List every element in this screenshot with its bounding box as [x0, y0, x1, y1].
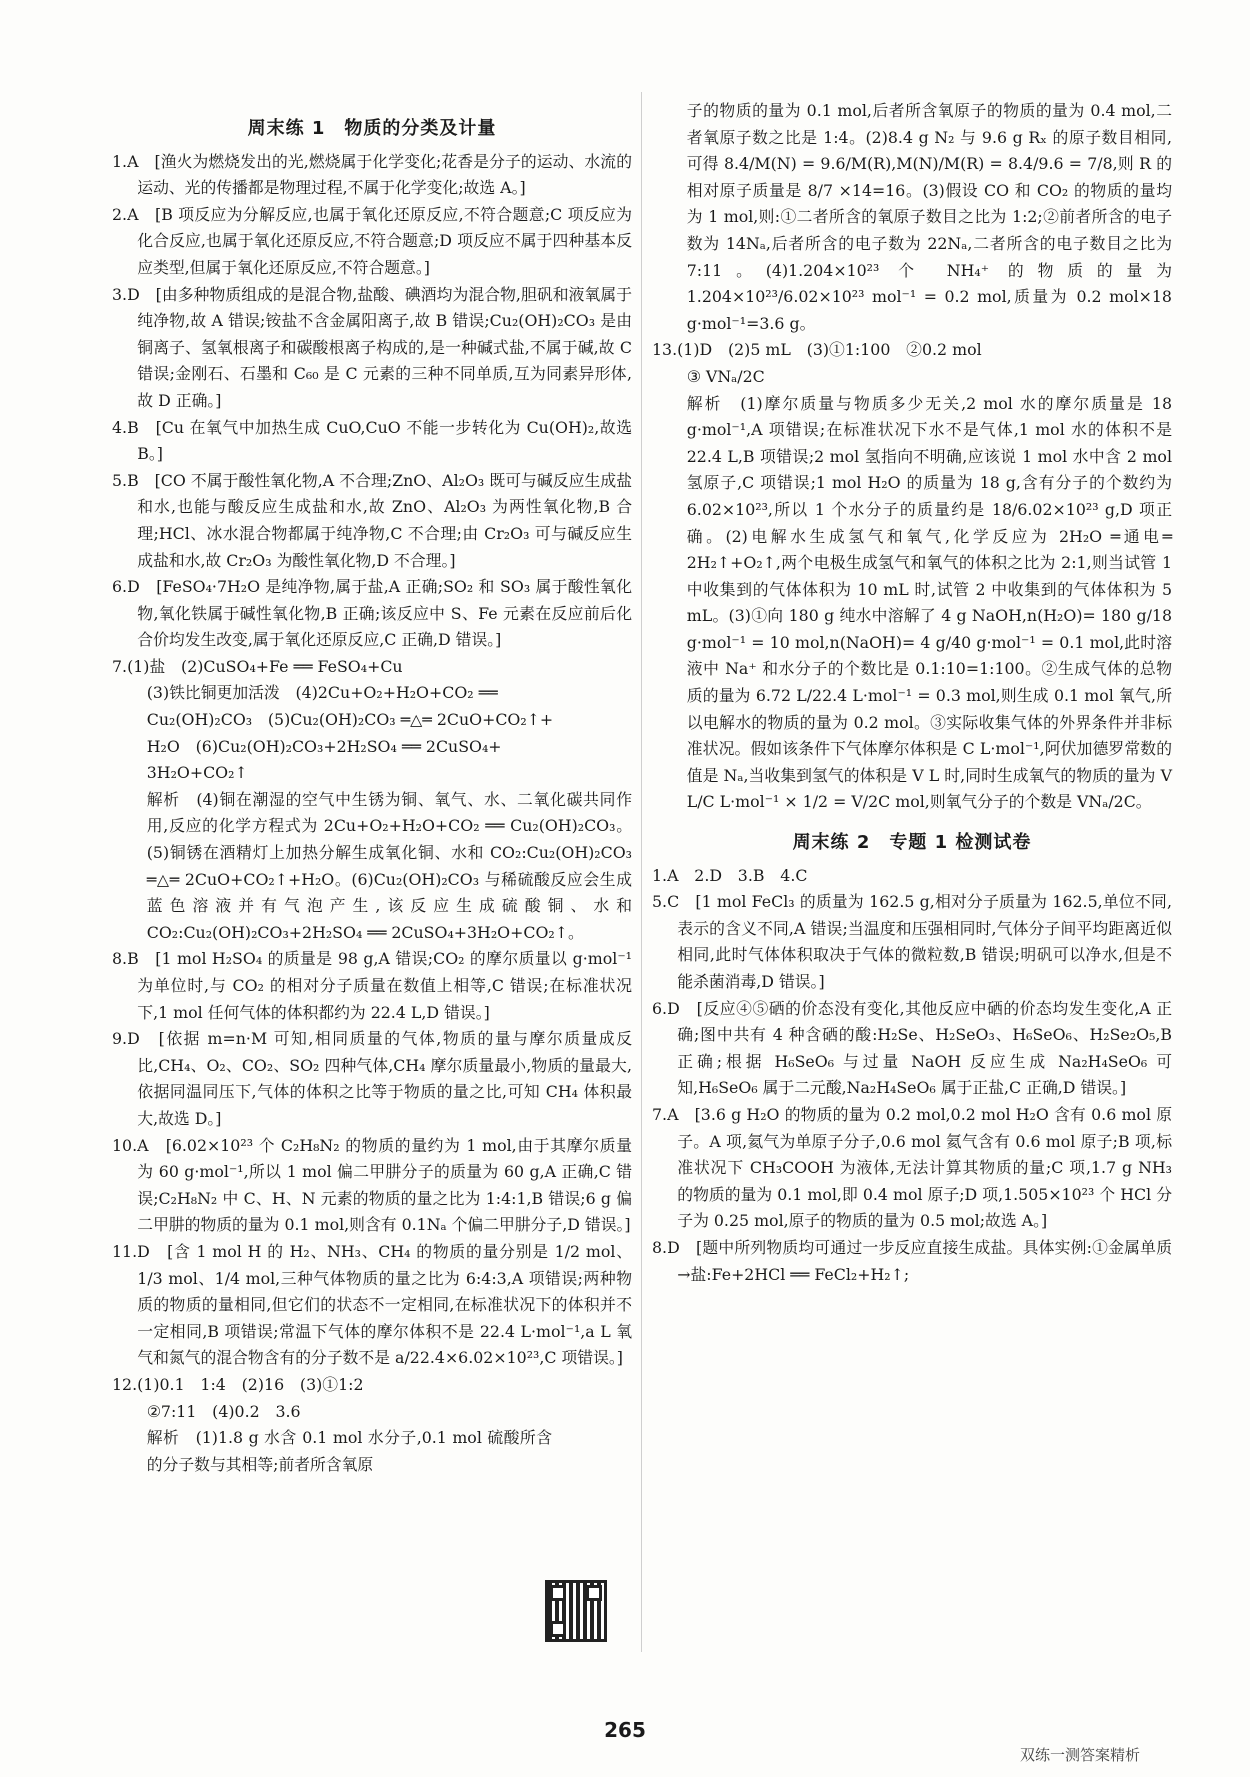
answer-line: 11.D [含 1 mol H 的 H₂、NH₃、CH₄ 的物质的量分别是 1/2 mol、1/3 mol、1/4 mol,三种气体物质的量之比为 6:4:3,A 项错误;两种物质的物质的量相同,但它们的状态不一定相同,在标准状况下的体积并不一定相同,B 项错误;常温下气体的摩尔体积不是 22.4 L·mol⁻¹,a L 氧气和氮气的混合物含有的分子数不是 a/22.4×6.02×10²³,C 项错误。] [112, 1241, 632, 1368]
qr-finder [550, 1621, 566, 1637]
analysis-paragraph: 解析 (1)1.8 g 水含 0.1 mol 水分子,0.1 mol 硫酸所含的分子数与其相等;前者所含氧原 [146, 1428, 552, 1474]
answer-line: Cu₂(OH)₂CO₃ (5)Cu₂(OH)₂CO₃ ═△═ 2CuO+CO₂↑+ [146, 710, 554, 730]
answer-line: 2.A [B 项反应为分解反应,也属于氧化还原反应,不符合题意;C 项反应为化合反应,也属于氧化还原反应,不符合题意;D 项反应不属于四种基本反应类型,但属于氧化还原反应,不符合题意。] [112, 204, 632, 277]
answer-line: (3)铁比铜更加活泼 (4)2Cu+O₂+H₂O+CO₂ ══ [146, 683, 498, 703]
right-column [652, 98, 1172, 1288]
answer-line: 7.A [3.6 g H₂O 的物质的量为 0.2 mol,0.2 mol H₂O 含有 0.6 mol 原子。A 项,氦气为单原子分子,0.6 mol 氦气含有 0.6 mol 原子;B 项,标准状况下 CH₃COOH 为液体,无法计算其物质的量;C 项,1.7 g NH₃ 的物质的量为 0.1 mol,即 0.4 mol 原子;D 项,1.505×10²³ 个 HCl 分子为 0.25 mol,原子的物质的量为 0.5 mol;故选 A。] [652, 1104, 1172, 1231]
answer-line: 6.D [反应④⑤硒的价态没有变化,其他反应中硒的价态均发生变化,A 正确;图中共有 4 种含硒的酸:H₂Se、H₂SeO₃、H₆SeO₆、H₂Se₂O₅,B 正确;根据 H₆SeO₆ 与过量 NaOH 反应生成 Na₂H₄SeO₆ 可知,H₆SeO₆ 属于二元酸,Na₂H₄SeO₆ 属于正盐,C 正确,D 错误。] [652, 998, 1172, 1098]
qr-finder [586, 1585, 602, 1601]
left-column [112, 112, 632, 1478]
analysis-paragraph: 解析 (4)铜在潮湿的空气中生锈为铜、氧气、水、二氧化碳共同作用,反应的化学方程式为 2Cu+O₂+H₂O+CO₂ ══ Cu₂(OH)₂CO₃。(5)铜锈在酒精灯上加热分解生成氧化铜、水和 CO₂:Cu₂(OH)₂CO₃ ═△═ 2CuO+CO₂↑+H₂O。(6)Cu₂(OH)₂CO₃ 与稀硫酸反应会生成蓝色溶液并有气泡产生,该反应生成硫酸铜、水和 CO₂:Cu₂(OH)₂CO₃+2H₂SO₄ ══ 2CuSO₄+3H₂O+CO₂↑。 [146, 789, 632, 942]
answer-line: 8.B [1 mol H₂SO₄ 的质量是 98 g,A 错误;CO₂ 的摩尔质量以 g·mol⁻¹ 为单位时,与 CO₂ 的相对分子质量在数值上相等,C 错误;在标准状况下,1 mol 任何气体的体积都约为 22.4 L,D 错误。] [112, 949, 632, 1022]
answer-line: ②7:11 (4)0.2 3.6 [146, 1401, 301, 1421]
answer-line: 13.(1)D (2)5 mL (3)①1:100 ②0.2 mol [652, 340, 982, 360]
answer-line: 4.B [Cu 在氧气中加热生成 CuO,CuO 不能一步转化为 Cu(OH)₂,故选 B。] [112, 417, 632, 464]
answer-line: 8.D [题中所列物质均可通过一步反应直接生成盐。具体实例:①金属单质→盐:Fe+2HCl ══ FeCl₂+H₂↑; [652, 1237, 1172, 1284]
answer-line: 7.(1)盐 (2)CuSO₄+Fe ══ FeSO₄+Cu [112, 656, 403, 676]
answer-line: 6.D [FeSO₄·7H₂O 是纯净物,属于盐,A 正确;SO₂ 和 SO₃ 属于酸性氧化物,氧化铁属于碱性氧化物,B 正确;该反应中 S、Fe 元素在反应前后化合价均发生改变,属于氧化还原反应,C 正确,D 错误。] [112, 577, 632, 650]
section-title-1: 周末练 1 物质的分类及计量 [247, 118, 497, 139]
column-divider [641, 92, 642, 1652]
answer-line: 1.A 2.D 3.B 4.C [652, 865, 808, 885]
analysis-paragraph: 解析 (1)摩尔质量与物质多少无关,2 mol 水的摩尔质量是 18 g·mol⁻¹,A 项错误;在标准状况下水不是气体,1 mol 水的体积不是 22.4 L,B 项错误;2 mol 氢指向不明确,应该说 1 mol 水中含 2 mol 氢原子,C 项错误;1 mol H₂O 的质量为 18 g,含有分子的个数约为 6.02×10²³,所以 1 个水分子的质量约是 18/6.02×10²³ g,D 项正确。(2)电解水生成氢气和氧气,化学反应为 2H₂O ═通电═ 2H₂↑+O₂↑,两个电极生成氢气和氧气的体积之比为 2:1,则当试管 1 中收集到的气体体积为 10 mL 时,试管 2 中收集到的气体体积为 5 mL。(3)①向 180 g 纯水中溶解了 4 g NaOH,n(H₂O)= 180 g/18 g·mol⁻¹ = 10 mol,n(NaOH)= 4 g/40 g·mol⁻¹ = 0.1 mol,此时溶液中 Na⁺ 和水分子的个数比是 0.1:10=1:100。②生成气体的总物质的量为 6.72 L/22.4 L·mol⁻¹ = 0.3 mol,则生成 0.1 mol 氧气,所以电解水的物质的量为 0.2 mol。③实际收集气体的外界条件并非标准状况。假如该条件下气体摩尔体积是 C L·mol⁻¹,阿伏加德罗常数的值是 Nₐ,当收集到氢气的体积是 V L 时,同时生成氧气的物质的量为 V L/C L·mol⁻¹ × 1/2 = V/2C mol,则氧气分子的个数是 VNₐ/2C。 [686, 393, 1172, 812]
answer-line: 5.C [1 mol FeCl₃ 的质量为 162.5 g,相对分子质量为 162.5,单位不同,表示的含义不同,A 错误;当温度和压强相同时,气体分子间平均距离近似相同,此时气体体积取决于气体的微粒数,B 错误;明矾可以净水,但是不能杀菌消毒,D 错误。] [652, 892, 1172, 991]
page-number: 265 [604, 1718, 646, 1742]
analysis-paragraph: 子的物质的量为 0.1 mol,后者所含氧原子的物质的量为 0.4 mol,二者氧原子数之比是 1:4。(2)8.4 g N₂ 与 9.6 g Rₓ 的原子数目相同,可得 8.4/M(N) = 9.6/M(R),M(N)/M(R) = 8.4/9.6 = 7/8,则 R 的相对原子质量是 8/7 ×14=16。(3)假设 CO 和 CO₂ 的物质的量均为 1 mol,则:①二者所含的氧原子数目之比为 1:2;②前者所含的电子数为 14Nₐ,后者所含的电子数为 22Nₐ,二者所含的电子数目之比为 7:11。(4)1.204×10²³ 个 NH₄⁺ 的物质的量为 1.204×10²³/6.02×10²³ mol⁻¹ = 0.2 mol,质量为 0.2 mol×18 g·mol⁻¹=3.6 g。 [686, 101, 1172, 333]
answer-line: 10.A [6.02×10²³ 个 C₂H₈N₂ 的物质的量约为 1 mol,由于其摩尔质量为 60 g·mol⁻¹,所以 1 mol 偏二甲肼分子的质量为 60 g,A 正确,C 错误;C₂H₈N₂ 中 C、H、N 元素的物质的量之比为 1:4:1,B 错误;6 g 偏二甲肼的物质的量为 0.1 mol,则含有 0.1Nₐ 个偏二甲肼分子,D 错误。] [112, 1135, 632, 1235]
answer-line: 5.B [CO 不属于酸性氧化物,A 不合理;ZnO、Al₂O₃ 既可与碱反应生成盐和水,也能与酸反应生成盐和水,故 ZnO、Al₂O₃ 为两性氧化物,B 合理;HCl、冰水混合物都属于纯净物,C 不合理;由 Cr₂O₃ 可与碱反应生成盐和水,故 Cr₂O₃ 为酸性氧化物,D 不合理。] [112, 470, 632, 570]
answer-line: 9.D [依据 m=n·M 可知,相同质量的气体,物质的量与摩尔质量成反比,CH₄、O₂、CO₂、SO₂ 四种气体,CH₄ 摩尔质量最小,物质的量最大,依据同温同压下,气体的体积之比等于物质的量之比,可知 CH₄ 体积最大,故选 D。] [112, 1029, 632, 1128]
answer-line: H₂O (6)Cu₂(OH)₂CO₃+2H₂SO₄ ══ 2CuSO₄+ [146, 736, 502, 756]
answer-line: ③ VNₐ/2C [686, 366, 765, 386]
answer-line: 3H₂O+CO₂↑ [146, 763, 248, 783]
qr-finder [550, 1585, 566, 1601]
section-title-2: 周末练 2 专题 1 检测试卷 [792, 832, 1032, 854]
answer-line: 1.A [渔火为燃烧发出的光,燃烧属于化学变化;花香是分子的运动、水流的运动、光的传播都是物理过程,不属于化学变化;故选 A。] [112, 151, 632, 198]
answer-line: 12.(1)0.1 1:4 (2)16 (3)①1:2 [112, 1374, 364, 1394]
qr-code[interactable] [545, 1580, 607, 1642]
answer-line: 3.D [由多种物质组成的是混合物,盐酸、碘酒均为混合物,胆矾和液氧属于纯净物,故 A 错误;铵盐不含金属阳离子,故 B 错误;Cu₂(OH)₂CO₃ 是由铜离子、氢氧根离子和碳酸根离子构成的,是一种碱式盐,不属于碱,故 C 错误;金刚石、石墨和 C₆₀ 是 C 元素的三种不同单质,互为同素异形体,故 D 正确。] [112, 284, 632, 410]
book-label: 双练一测答案精析 [1019, 1746, 1140, 1764]
